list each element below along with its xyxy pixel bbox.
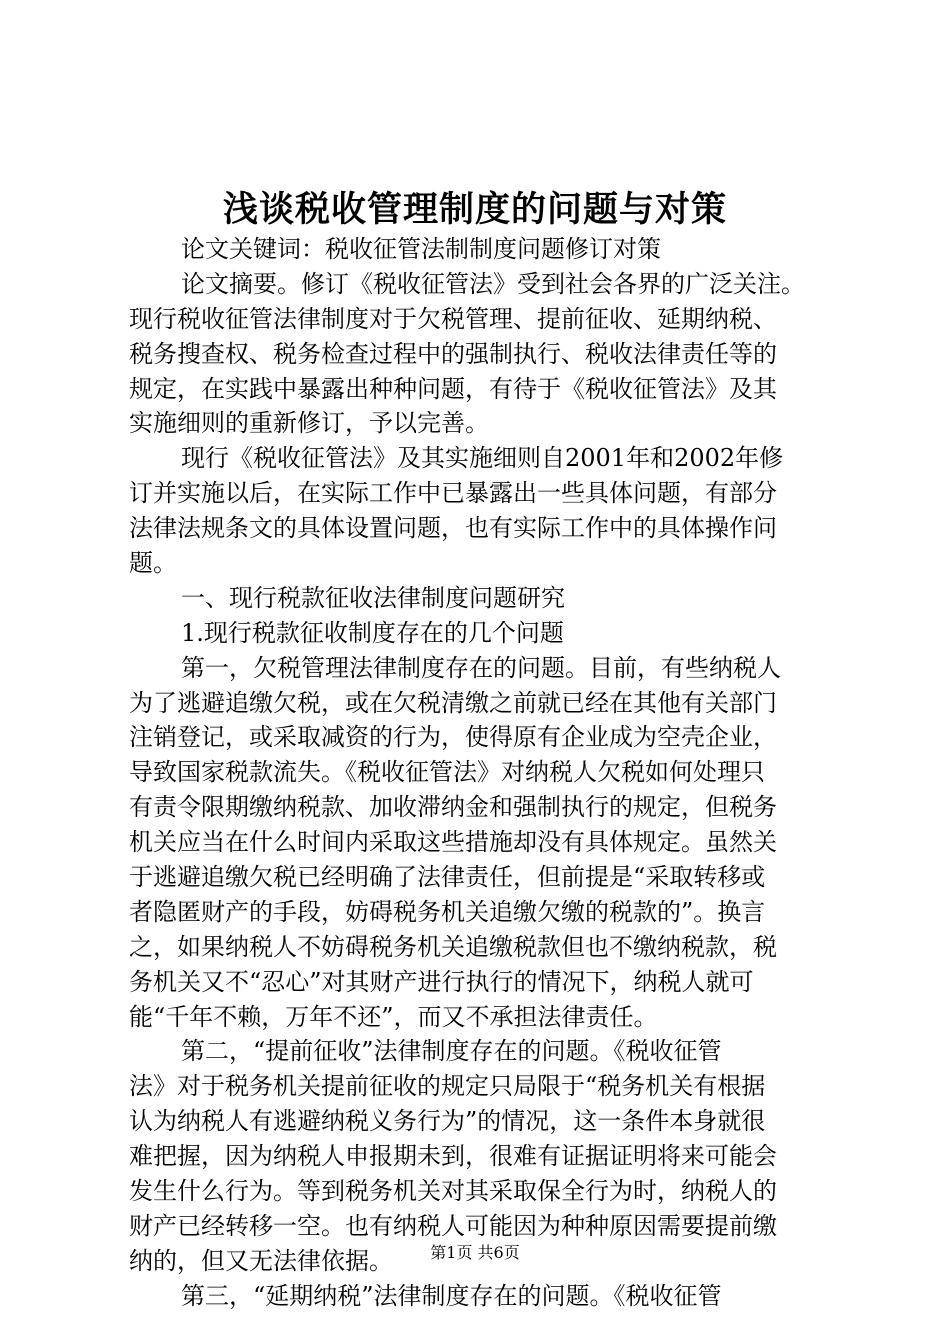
text-line: 机关应当在什么时间内采取这些措施却没有具体规定。虽然关 (129, 828, 777, 857)
paragraph-start-line: 第一，欠税管理法律制度存在的问题。目前，有些纳税人 (181, 653, 781, 682)
text-line: 题。 (129, 549, 177, 578)
page-number-footer: 第1页 共6页 (430, 1243, 520, 1262)
text-line: 现行税收征管法律制度对于欠税管理、提前征收、延期纳税、 (129, 304, 777, 333)
abstract-line: 论文摘要。修订《税收征管法》受到社会各界的广泛关注。 (181, 269, 805, 298)
text-line: 规定，在实践中暴露出种种问题，有待于《税收征管法》及其 (129, 374, 777, 403)
text-line: 有责令限期缴纳税款、加收滞纳金和强制执行的规定，但税务 (129, 793, 777, 822)
text-line: 法》对于税务机关提前征收的规定只局限于“税务机关有根据 (129, 1072, 766, 1101)
text-line: 务机关又不“忍心”对其财产进行执行的情况下，纳税人就可 (129, 967, 754, 996)
text-line: 认为纳税人有逃避纳税义务行为”的情况，这一条件本身就很 (129, 1107, 766, 1136)
section-heading: 一、现行税款征收法律制度问题研究 (181, 583, 565, 612)
paragraph-start-line: 现行《税收征管法》及其实施细则自2001年和2002年修 (181, 444, 784, 473)
paragraph-start-line: 第三，“延期纳税”法律制度存在的问题。《税收征管 (181, 1281, 722, 1310)
text-line: 之，如果纳税人不妨碍税务机关追缴税款但也不缴纳税款，税 (129, 932, 777, 961)
text-line: 者隐匿财产的手段，妨碍税务机关追缴欠缴的税款的”。换言 (129, 897, 766, 926)
text-line: 为了逃避追缴欠税，或在欠税清缴之前就已经在其他有关部门 (129, 688, 777, 717)
text-line: 订并实施以后，在实际工作中已暴露出一些具体问题，有部分 (129, 479, 777, 508)
document-body (129, 232, 829, 1314)
text-line: 实施细则的重新修订，予以完善。 (129, 409, 489, 438)
paragraph-start-line: 第二，“提前征收”法律制度存在的问题。《税收征管 (181, 1037, 722, 1066)
text-line: 于逃避追缴欠税已经明确了法律责任，但前提是“采取转移或 (129, 863, 766, 892)
text-line: 财产已经转移一空。也有纳税人可能因为种种原因需要提前缴 (129, 1211, 777, 1240)
keywords-line: 论文关键词：税收征管法制制度问题修订对策 (181, 235, 661, 263)
text-line: 法律法规条文的具体设置问题，也有实际工作中的具体操作问 (129, 514, 777, 543)
text-line: 发生什么行为。等到税务机关对其采取保全行为时，纳税人的 (129, 1177, 777, 1206)
text-line: 纳的，但又无法律依据。 (129, 1246, 393, 1275)
text-line: 税务搜查权、税务检查过程中的强制执行、税收法律责任等的 (129, 339, 777, 368)
text-line: 难把握，因为纳税人申报期未到，很难有证据证明将来可能会 (129, 1142, 777, 1171)
subsection-heading: 1.现行税款征收制度存在的几个问题 (181, 618, 564, 647)
text-line: 导致国家税款流失。《税收征管法》对纳税人欠税如何处理只 (129, 758, 765, 787)
document-title: 浅谈税收管理制度的问题与对策 (222, 189, 727, 230)
text-line: 注销登记，或采取减资的行为，使得原有企业成为空壳企业， (129, 723, 777, 752)
text-line: 能“千年不赖，万年不还”，而又不承担法律责任。 (129, 1002, 658, 1031)
